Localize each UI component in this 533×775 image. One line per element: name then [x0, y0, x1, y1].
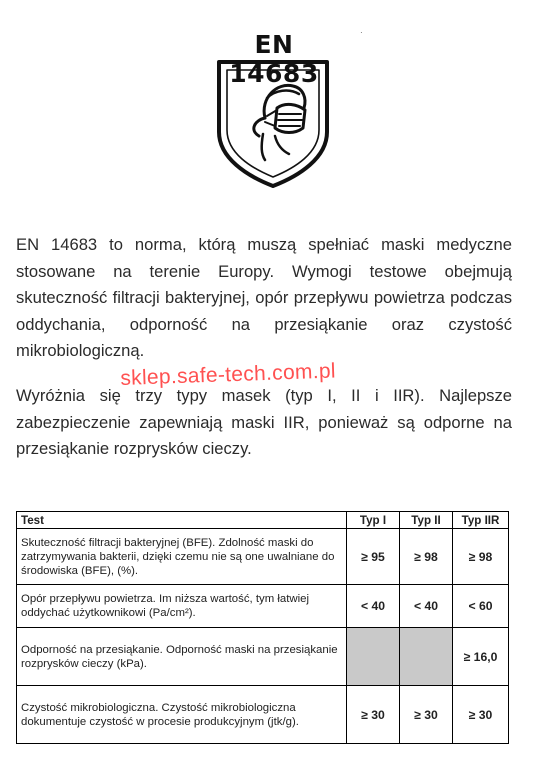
value-typ-ii: < 40: [400, 585, 453, 628]
value-typ-iir: ≥ 16,0: [453, 628, 509, 686]
intro-paragraph-1: EN 14683 to norma, którą muszą spełniać maski medyczne stosowane na terenie Europy. Wymogi testowe obejmują skuteczność filtracji bakteryjnej, opór przepływu powietrza podczas oddychania, odporność na przesiąkanie oraz czystość mikrobiologiczną.: [16, 235, 512, 360]
value-typ-iir: ≥ 30: [453, 686, 509, 744]
value-typ-i: ≥ 95: [347, 529, 400, 585]
header-test: Test: [17, 512, 347, 529]
table-header-row: [17, 512, 509, 529]
header-typ-i: Typ I: [347, 512, 400, 529]
table-row: [17, 628, 509, 686]
value-typ-ii: ≥ 98: [400, 529, 453, 585]
logo-title: EN 14683: [229, 30, 319, 88]
logo-dot: ·: [360, 28, 363, 37]
test-description: Odporność na przesiąkanie. Odporność maski na przesiąkanie rozprysków cieczy (kPa).: [17, 628, 347, 686]
value-typ-i: ≥ 30: [347, 686, 400, 744]
masked-person-shield-icon: [215, 58, 333, 188]
test-description: Opór przepływu powietrza. Im niższa wartość, tym łatwiej oddychać użytkownikowi (Pa/cm²).: [17, 585, 347, 628]
value-typ-i-empty: [347, 628, 400, 686]
value-typ-iir: ≥ 98: [453, 529, 509, 585]
intro-paragraph-2: Wyróżnia się trzy typy masek (typ I, II i IIR). Najlepsze zabezpieczenie zapewniają maski IIR, ponieważ są odporne na przesiąkanie rozprysków cieczy.: [16, 386, 512, 458]
value-typ-ii: ≥ 30: [400, 686, 453, 744]
header-typ-ii: Typ II: [400, 512, 453, 529]
test-description: Czystość mikrobiologiczna. Czystość mikrobiologiczna dokumentuje czystość w procesie produkcyjnym (jtk/g).: [17, 686, 347, 744]
value-typ-iir: < 60: [453, 585, 509, 628]
test-description: Skuteczność filtracji bakteryjnej (BFE). Zdolność maski do zatrzymywania bakterii, dzięki czemu nie są one uwalniane do środowiska (BFE), (%).: [17, 529, 347, 585]
en14683-requirements-table: [16, 511, 509, 744]
watermark-text: sklep.safe-tech.com.pl: [120, 359, 337, 390]
value-typ-ii-empty: [400, 628, 453, 686]
table-row: [17, 585, 509, 628]
table-row: [17, 686, 509, 744]
value-typ-i: < 40: [347, 585, 400, 628]
table-row: [17, 529, 509, 585]
header-typ-iir: Typ IIR: [453, 512, 509, 529]
